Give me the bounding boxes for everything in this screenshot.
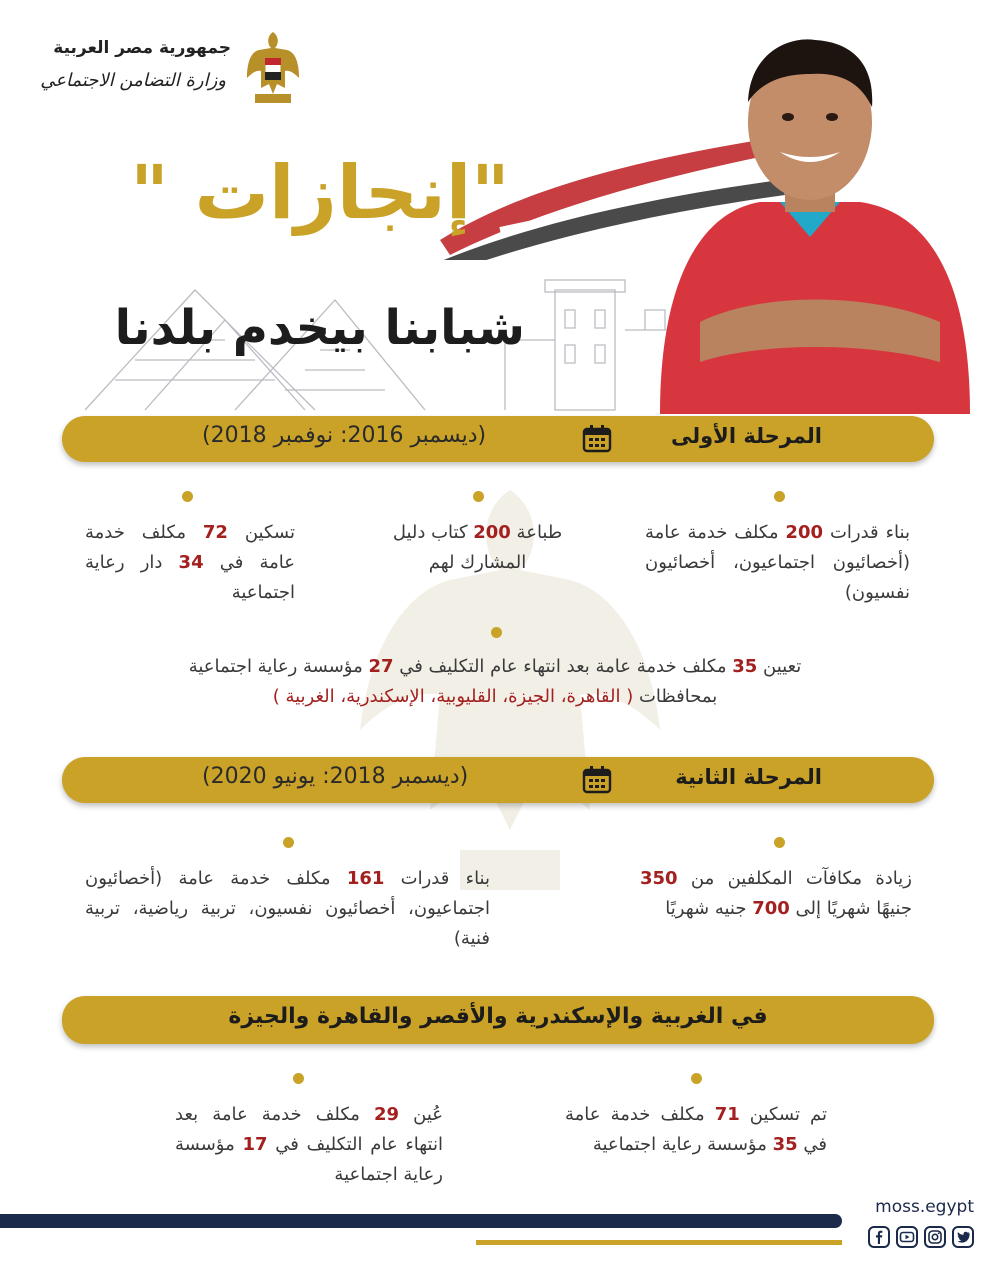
phase2-dates: (ديسمبر 2018: يونيو 2020) [202,764,469,789]
calendar-icon [582,425,612,453]
phase3-label: في الغربية والإسكندرية والأقصر والقاهرة والجيزة [228,1004,768,1029]
hero-subtitle: شبابنا بيخدم بلدنا [114,300,525,356]
bullet-dot [293,1073,304,1084]
footer-accent-bar [476,1240,842,1245]
ministry-name: وزارة التضامن الاجتماعي [40,70,226,91]
phase1-item-wide: تعيين 35 مكلف خدمة عامة بعد انتهاء عام التكليف في 27 مؤسسة رعاية اجتماعية بمحافظات ( القاهرة، الجيزة، القليوبية، الإسكندرية، الغربية ) [188,656,802,707]
facebook-icon[interactable] [868,1226,890,1248]
bullet-dot [774,491,785,502]
bullet-dot [774,837,785,848]
hero-title: "إنجازات " [130,150,510,236]
phase3-item-1: تم تسكين 71 مكلف خدمة عامة في 35 مؤسسة رعاية اجتماعية [565,1104,827,1155]
phase2-item-2: بناء قدرات 161 مكلف خدمة عامة (أخصائيون اجتماعيون، أخصائيون نفسيون، تربية رياضية، تربية فنية) [85,868,490,949]
egypt-eagle-logo [245,28,301,106]
phase2-label: المرحلة الثانية [675,765,822,789]
phase1-banner [62,416,934,462]
youtube-icon[interactable] [896,1226,918,1248]
footer-bar [0,1214,842,1228]
phase1-label: المرحلة الأولى [671,424,822,448]
phase3-banner [62,996,934,1044]
bullet-dot [691,1073,702,1084]
phase1-item-1: بناء قدرات 200 مكلف خدمة عامة (أخصائيون اجتماعيون، أخصائيون نفسيون) [645,522,910,603]
republic-name: جمهورية مصر العربية [53,38,231,58]
phase1-item-2: طباعة 200 كتاب دليل المشارك لهم [392,522,563,573]
instagram-icon[interactable] [924,1226,946,1248]
bullet-dot [283,837,294,848]
phase2-banner [62,757,934,803]
social-handle[interactable]: moss.egypt [875,1197,974,1217]
phase2-item-1: زيادة مكافآت المكلفين من 350 جنيهًا شهريًا إلى 700 جنيه شهريًا [640,868,912,919]
young-man-photo [640,22,980,414]
phase3-item-2: عُين 29 مكلف خدمة عامة بعد انتهاء عام التكليف في 17 مؤسسة رعاية اجتماعية [175,1104,444,1185]
bullet-dot [182,491,193,502]
phase1-item-3: تسكين 72 مكلف خدمة عامة في 34 دار رعاية اجتماعية [85,522,295,603]
twitter-icon[interactable] [952,1226,974,1248]
bullet-dot [491,627,502,638]
bullet-dot [473,491,484,502]
phase1-dates: (ديسمبر 2016: نوفمبر 2018) [202,423,487,448]
calendar-icon [582,766,612,794]
